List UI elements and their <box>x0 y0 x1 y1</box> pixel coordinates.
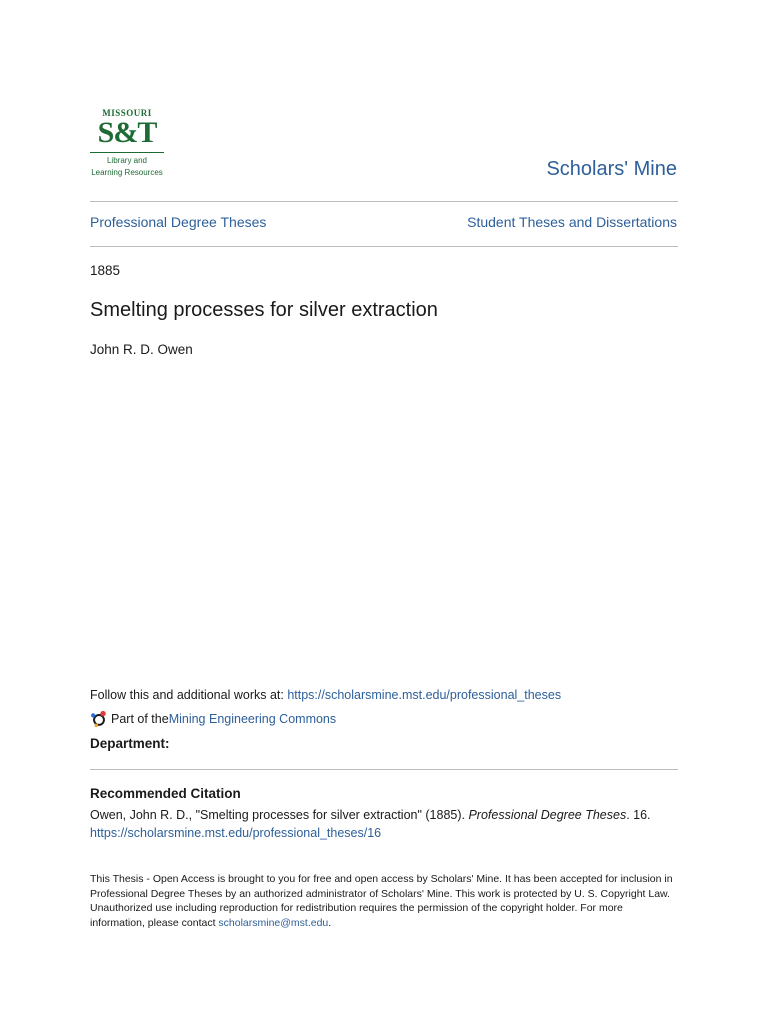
citation-url-link[interactable]: https://scholarsmine.mst.edu/professional_theses/16 <box>90 826 382 840</box>
department-label: Department: <box>90 736 170 751</box>
institution-logo[interactable] <box>90 108 164 182</box>
follow-line <box>90 688 561 702</box>
header-divider <box>90 201 678 202</box>
footer-notice <box>90 872 680 930</box>
citation-heading: Recommended Citation <box>90 786 241 801</box>
document-title: Smelting processes for silver extraction <box>90 299 438 321</box>
follow-prefix: Follow this and additional works at: <box>90 688 288 702</box>
part-of-line <box>90 710 336 728</box>
footer-text: This Thesis - Open Access is brought to you for free and open access by Scholars' Mine. It has been accepted for inclusion in Professional Degree Theses by an authorized administrator of Scholars' Mine. This work is protected by U. S. Copyright Law. Unauthorized use including reproduction for redistribution requires the permission of the copyright holder. For more information, please contact <box>90 873 673 929</box>
footer-end: . <box>328 916 332 929</box>
follow-url-link[interactable]: https://scholarsmine.mst.edu/professional_theses <box>287 688 562 702</box>
logo-subtitle-line1: Library and <box>106 156 148 165</box>
site-title-link[interactable]: Scholars' Mine <box>546 158 677 180</box>
logo-missouri-text: MISSOURI <box>102 108 152 118</box>
commons-link[interactable]: Mining Engineering Commons <box>168 712 337 726</box>
parent-collection-link[interactable]: Student Theses and Dissertations <box>467 214 677 230</box>
commons-network-icon <box>90 710 108 728</box>
contact-email-link[interactable]: scholarsmine@mst.edu <box>218 916 329 929</box>
logo-subtitle-line2: Learning Resources <box>91 168 163 177</box>
citation-series: Professional Degree Theses <box>468 808 627 822</box>
citation-divider <box>90 769 678 770</box>
author-name: John R. D. Owen <box>90 342 193 357</box>
logo-divider <box>90 152 164 153</box>
part-of-prefix: Part of the <box>111 712 169 726</box>
publication-year: 1885 <box>90 263 121 278</box>
nav-divider <box>90 246 678 247</box>
citation-text <box>90 806 680 842</box>
citation-number: . 16. <box>626 808 651 822</box>
logo-subtitle <box>90 155 164 179</box>
collection-link[interactable]: Professional Degree Theses <box>90 214 267 230</box>
citation-prefix: Owen, John R. D., "Smelting processes for silver extraction" (1885). <box>90 808 469 822</box>
logo-mark: S&T <box>97 116 157 149</box>
